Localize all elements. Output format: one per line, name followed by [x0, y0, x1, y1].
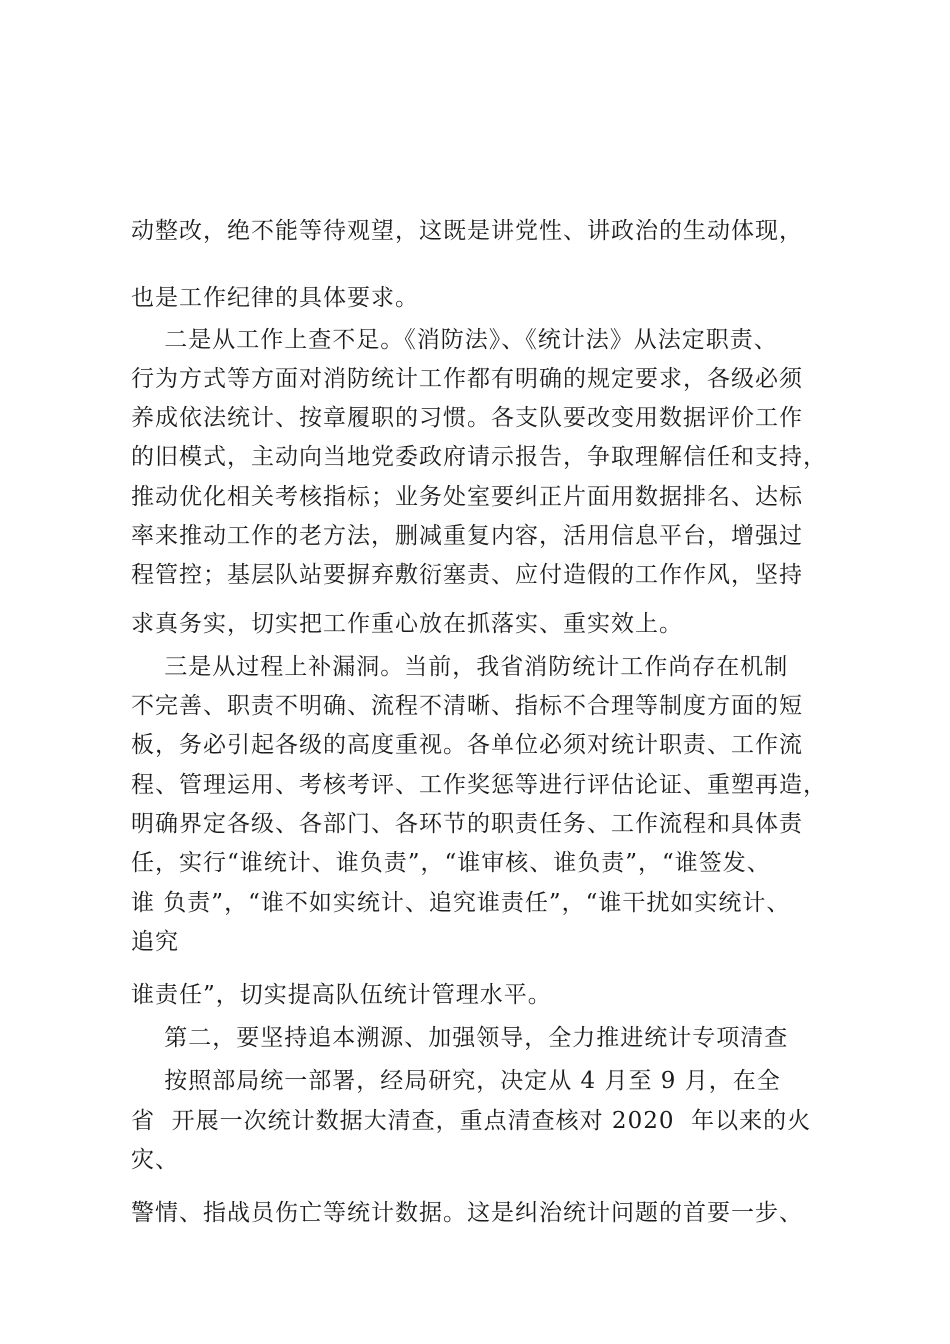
text-line: 谁 负责”，“谁不如实统计、追究谁责任”，“谁干扰如实统计、: [131, 890, 791, 916]
text-line: 三是从过程上补漏洞。当前，我省消防统计工作尚存在机制: [131, 654, 789, 680]
text-line: 动整改，绝不能等待观望，这既是讲党性、讲政治的生动体现，: [131, 218, 803, 244]
text-line: 警情、指战员伤亡等统计数据。这是纠治统计问题的首要一步、: [131, 1200, 803, 1226]
text-line: 也是工作纪律的具体要求。: [131, 285, 419, 311]
text-line: 行为方式等方面对消防统计工作都有明确的规定要求，各级必须: [131, 366, 803, 392]
text-line: 按照部局统一部署，经局研究，决定从 4 月至 9 月，在全: [131, 1068, 781, 1094]
text-line: 板，务必引起各级的高度重视。各单位必须对统计职责、工作流: [131, 732, 803, 758]
text-line: 二是从工作上查不足。《消防法》、《统计法》从法定职责、: [131, 327, 778, 353]
text-line: 的旧模式，主动向当地党委政府请示报告，争取理解信任和支持，: [131, 444, 827, 470]
text-line: 第二，要坚持追本溯源、加强领导，全力推进统计专项清查: [131, 1025, 789, 1051]
text-line: 不完善、职责不明确、流程不清晰、指标不合理等制度方面的短: [131, 693, 803, 719]
text-line: 省 开展一次统计数据大清查，重点清查核对 2020 年以来的火: [131, 1108, 812, 1134]
text-line: 谁责任”，切实提高队伍统计管理水平。: [131, 982, 552, 1008]
text-line: 追究: [131, 929, 179, 955]
text-line: 任，实行“谁统计、谁负责”，“谁审核、谁负责”，“谁签发、: [131, 850, 771, 876]
text-line: 程、管理运用、考核考评、工作奖惩等进行评估论证、重塑再造，: [131, 772, 827, 798]
text-line: 率来推动工作的老方法，删减重复内容，活用信息平台，增强过: [131, 523, 803, 549]
text-line: 养成依法统计、按章履职的习惯。各支队要改变用数据评价工作: [131, 405, 803, 431]
text-line: 灾、: [131, 1147, 179, 1173]
text-line: 求真务实，切实把工作重心放在抓落实、重实效上。: [131, 611, 683, 637]
text-line: 程管控；基层队站要摒弃敷衍塞责、应付造假的工作作风，坚持: [131, 562, 803, 588]
text-line: 明确界定各级、各部门、各环节的职责任务、工作流程和具体责: [131, 811, 803, 837]
text-line: 推动优化相关考核指标；业务处室要纠正片面用数据排名、达标: [131, 484, 803, 510]
